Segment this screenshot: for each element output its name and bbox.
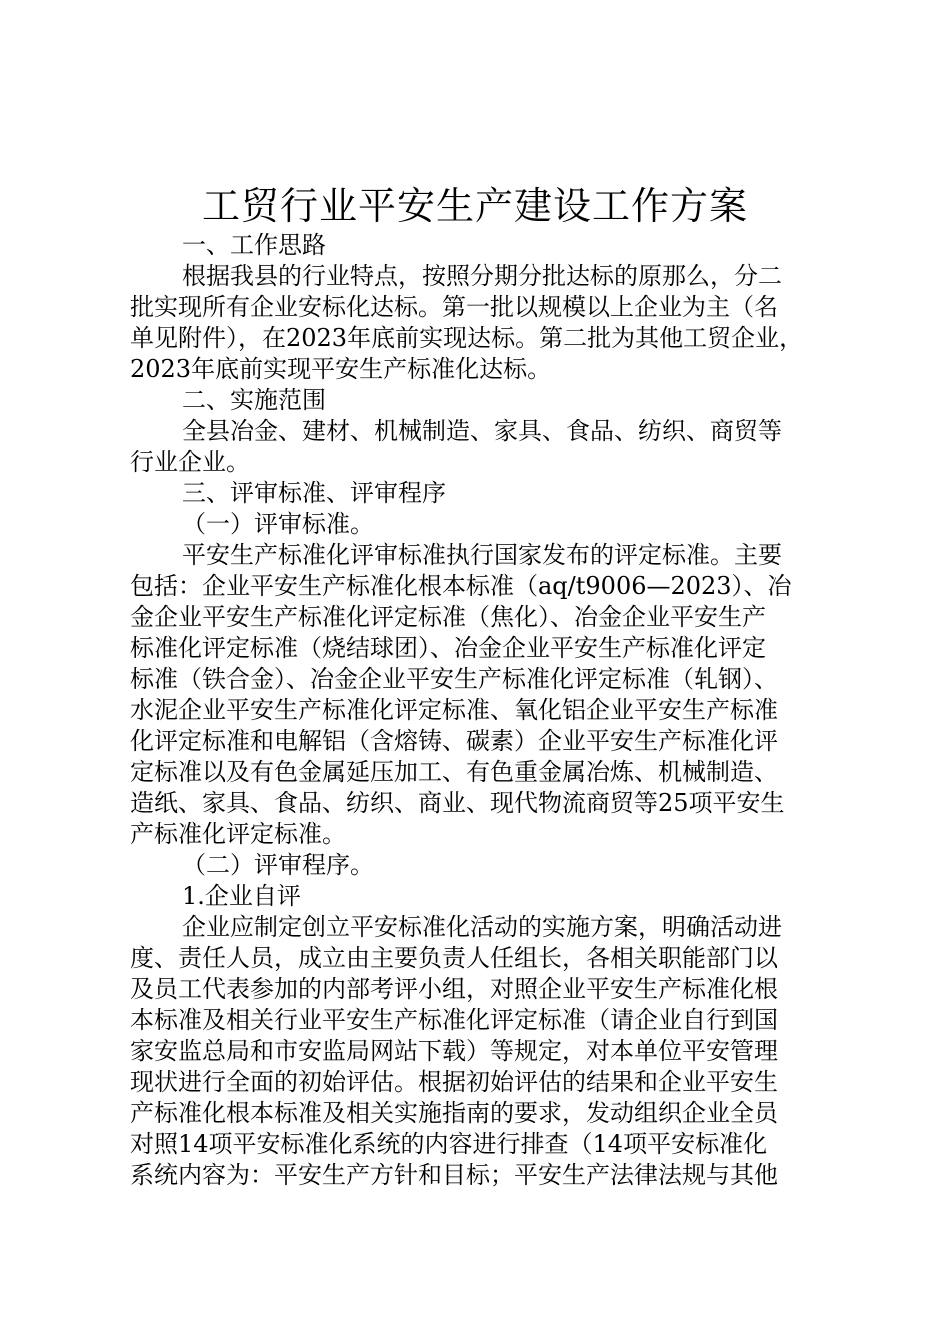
paragraph-line: 家安监总局和市安监局网站下载）等规定，对本单位平安管理 <box>130 1037 778 1065</box>
paragraph-line: 现状进行全面的初始评估。根据初始评估的结果和企业平安生 <box>130 1068 778 1096</box>
paragraph-line: 2023年底前实现平安生产标准化达标。 <box>130 355 552 383</box>
paragraph-line: 造纸、家具、食品、纺织、商业、现代物流商贸等25项平安生 <box>130 789 785 817</box>
paragraph-line: 批实现所有企业安标化达标。第一批以规模以上企业为主（名 <box>130 293 778 321</box>
paragraph-line: 化评定标准和电解铝（含熔铸、碳素）企业平安生产标准化评 <box>130 727 778 755</box>
section-heading: 三、评审标准、评审程序 <box>182 479 446 507</box>
paragraph-line: 定标准以及有色金属延压加工、有色重金属冶炼、机械制造、 <box>130 758 778 786</box>
paragraph-line: 水泥企业平安生产标准化评定标准、氧化铝企业平安生产标准 <box>130 696 778 724</box>
paragraph-line: 对照14项平安标准化系统的内容进行排查（14项平安标准化 <box>130 1130 768 1158</box>
paragraph-line: 标准（铁合金）、冶金企业平安生产标准化评定标准（轧钢）、 <box>130 665 778 693</box>
paragraph-line: 行业企业。 <box>130 448 250 476</box>
paragraph-line: 包括：企业平安生产标准化根本标准（aq/t9006—2023）、冶 <box>130 572 792 600</box>
document-body <box>130 230 824 1191</box>
subsection-heading: （二）评审程序。 <box>182 851 374 879</box>
paragraph-line: 度、责任人员，成立由主要负责人任组长，各相关职能部门以 <box>130 944 778 972</box>
paragraph-line: 产标准化根本标准及相关实施指南的要求，发动组织企业全员 <box>130 1099 778 1127</box>
paragraph-line: 平安生产标准化评审标准执行国家发布的评定标准。主要 <box>182 541 782 569</box>
section-heading: 一、工作思路 <box>182 231 326 259</box>
paragraph-line: 及员工代表参加的内部考评小组，对照企业平安生产标准化根 <box>130 975 778 1003</box>
section-heading: 二、实施范围 <box>182 386 326 414</box>
paragraph-line: 系统内容为：平安生产方针和目标；平安生产法律法规与其他 <box>130 1161 778 1189</box>
paragraph-line: 单见附件），在2023年底前实现达标。第二批为其他工贸企业， <box>130 324 804 352</box>
document-title: 工贸行业平安生产建设工作方案 <box>201 184 748 228</box>
paragraph-line: 全县冶金、建材、机械制造、家具、食品、纺织、商贸等 <box>182 417 782 445</box>
item-heading: 1.企业自评 <box>182 882 301 910</box>
paragraph-line: 根据我县的行业特点，按照分期分批达标的原那么，分二 <box>182 262 782 290</box>
paragraph-line: 金企业平安生产标准化评定标准（焦化）、冶金企业平安生产 <box>130 603 766 631</box>
paragraph-line: 产标准化评定标准。 <box>130 820 346 848</box>
subsection-heading: （一）评审标准。 <box>182 510 374 538</box>
paragraph-line: 本标准及相关行业平安生产标准化评定标准（请企业自行到国 <box>130 1006 778 1034</box>
paragraph-line: 企业应制定创立平安标准化活动的实施方案，明确活动进 <box>182 913 782 941</box>
paragraph-line: 标准化评定标准（烧结球团）、冶金企业平安生产标准化评定 <box>130 634 766 662</box>
